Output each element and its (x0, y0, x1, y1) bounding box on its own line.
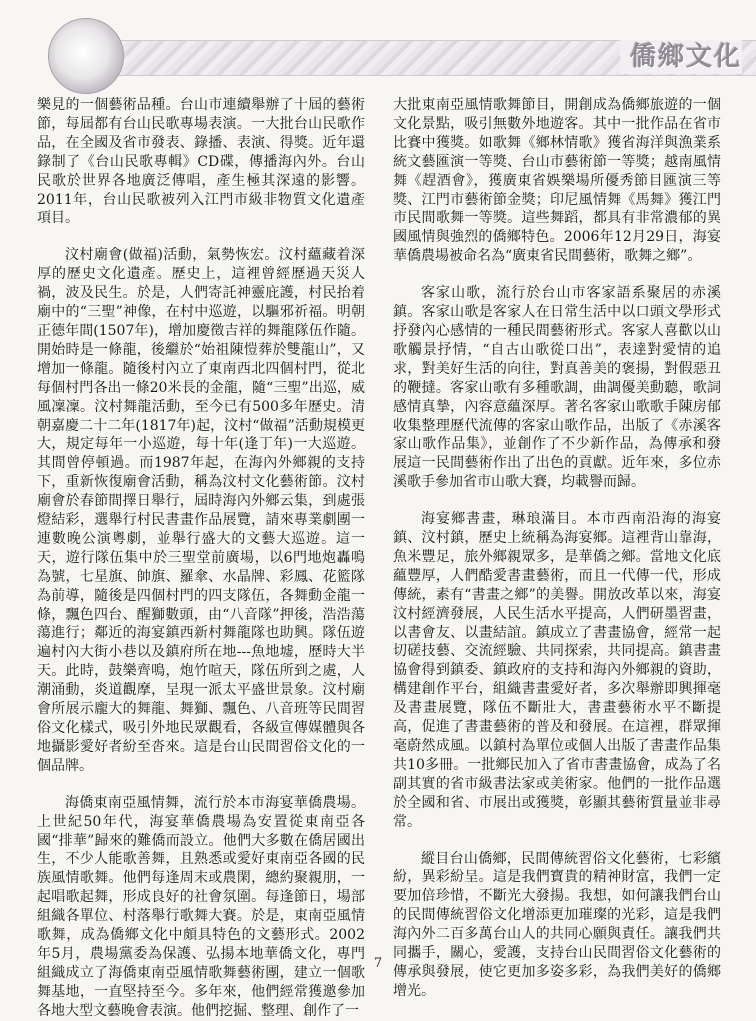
paragraph-folk-song-continued: 樂見的一個藝術品種。台山市連續舉辦了十屆的藝術節，每屆都有台山民歌專場表演。一大批台山民歌作品，在全國及省市發表、錄播、表演、得獎。近年還錄制了《台山民歌專輯》CD碟，傳播海內外。台山民歌於世界各地廣泛傳唱，產生極其深遠的影響。2011年，台山民歌被列入江門市級非物質文化遺產項目。 (37, 97, 365, 227)
left-column (37, 96, 365, 1021)
right-column (393, 96, 721, 1001)
paragraph-hakka-folk-song: 客家山歌，流行於台山市客家語系聚居的赤溪鎮。客家山歌是客家人在日常生活中以口頭文學形式抒發內心感情的一種民間藝術形式。客家人喜歡以山歌觸景抒情，“自古山歌從口出”，表達對愛情的追求，對美好生活的向往，對真善美的褒揚，對假惡丑的鞭撻。客家山歌有多種歌調，曲調優美動聽，歌詞感情真摯，內容意蘊深厚。著名客家山歌歌手陳房郁收集整理歷代流傳的客家山歌作品，出版了《赤溪客家山歌作品集》，並創作了不少新作品，為傳承和發展這一民間藝術作出了出色的貢獻。近年來，多位赤溪歌手參加省市山歌大賽，均載譽而歸。 (393, 285, 721, 491)
page-number: 7 (373, 956, 383, 971)
paragraph-wencun-temple-fair: 汶村廟會(做福)活動，氣勢恢宏。汶村蘊藏着深厚的歷史文化遺產。歷史上，這裡曾經歷過天災人禍，波及民生。於是，人們寄託神靈庇護，村民抬着廟中的“三聖”神像，在村中巡遊，以驅邪祈福。明朝正德年間(1507年)，增加慶徵吉祥的舞龍隊伍作隨。開始時是一條龍，後繼於“始祖陳愷葬於雙龍山”，又增加一條龍。隨後村內立了東南西北四個村門，從北每個村門各出一條20米長的金龍，隨“三聖”出巡，威風凜凜。汶村舞龍活動，至今已有500多年歷史。清朝嘉慶二十二年(1817年)起，汶村“做福”活動規模更大，規定每年一小巡遊，每十年(逢丁年)一大巡遊。其間曾停頓過。而1987年起，在海內外鄉親的支持下，重新恢復廟會活動，稱為汶村文化藝術節。汶村廟會於春節間擇日舉行，屆時海內外鄉云集，到處張燈結彩，選舉行村民書畫作品展覽，請來專業劇團一連數晚公演粵劇，並舉行盛大的文藝大巡遊。這一天，遊行隊伍集中於三聖堂前廣場，以6門地炮轟鳴為號，七星旗、帥旗、羅傘、水晶牌、彩鳳、花籃隊為前導，隨後是四個村門的四支隊伍，各舞動金龍一條，飄色四台、醒獅數頭，由“八音隊”押後，浩浩蕩蕩進行；鄰近的海宴鎮西新村舞龍隊也助興。隊伍遊遍村內大街小巷以及鎮府所在地---魚地墟，歷時大半天。此時，鼓樂齊鳴，炮竹喧天，隊伍所到之處，人潮涌動，炎道觀摩，呈現一派太平盛世景象。汶村廟會所展示龐大的舞龍、舞獅、飄色、八音班等民間習俗文化樣式，吸引外地民眾觀看，各級宣傳媒體與各地攝影愛好者紛至沓來。這是台山民間習俗文化的一個品牌。 (37, 247, 365, 774)
paragraph-haiyan-calligraphy: 海宴鄉書畫，琳琅滿目。本市西南沿海的海宴鎮、汶村鎮，歷史上統稱為海宴鄉。這裡背山靠海，魚米豐足，旅外鄉親眾多，是華僑之鄉。當地文化底蘊豐厚，人們酷愛書畫藝術，而且一代傳一代，形成傳統，素有“書畫之鄉”的美譽。開放改革以來，海宴汶村經濟發展，人民生活水平提高，人們研墨習畫，以書會友、以畫結誼。鎮成立了書畫協會，經常一起切磋技藝、交流經驗、共同探索，共同提高。鎮書畫協會得到鎮委、鎮政府的支持和海內外鄉親的資助，構建創作平台，組織書畫愛好者，多次舉辦即興揮毫及書畫展覽，隊伍不斷壯大，書畫藝術水平不斷提高，促進了書畫藝術的普及和發展。在這裡，群眾揮毫蔚然成風。以鎮村為單位或個人出版了書畫作品集共10多冊。一批鄉民加入了省市書畫協會，成為了名副其實的省市級書法家或美術家。他們的一批作品選於全國和省、市展出或獲獎，彰顯其藝術質量並非尋常。 (393, 511, 721, 830)
section-title: 僑鄉文化 (620, 40, 742, 74)
paragraph-conclusion: 縱目台山僑鄉，民間傳統習俗文化藝術，七彩繽紛，異彩紛呈。這是我們寶貴的精神財富，我們一定要加倍珍惜，不斷光大發揚。我想，如何讓我們台山的民間傳統習俗文化增添更加璀璨的光彩，這是我們海內外二百多萬台山人的共同心願與責任。讓我們共同攜手，關心，愛護，支持台山民間習俗文化藝術的傳承與發展，使它更加多姿多彩，為我們美好的僑鄉增光。 (393, 850, 721, 999)
header-emblem-icon (48, 18, 124, 94)
paragraph-southeast-asian-dance: 海僑東南亞風情舞，流行於本市海宴華僑農場。上世紀50年代，海宴華僑農場為安置從東南亞各國“排華”歸來的難僑而設立。他們大多數在僑居國出生，不少人能歌善舞，且熟悉或愛好東南亞各國的民族風情歌舞。他們每逢周末或農閑，總約聚親朋，一起唱歌起舞，形成良好的社會氛圍。每逢節日，場部組織各單位、村落舉行歌舞大賽。於是，東南亞風情歌舞，成為僑鄉文化中頗具特色的文藝形式。2002年5月，農場黨委為保護、弘揚本地華僑文化，專門組織成立了海僑東南亞風情歌舞藝術團，建立一個歌舞基地，一直堅持至今。多年來，他們經常獲邀參加各地大型文藝晚會表演。他們挖掘、整理、創作了一 (37, 794, 365, 1019)
page-header (0, 0, 756, 92)
paragraph-dance-continued: 大批東南亞風情歌舞節目，開創成為僑鄉旅遊的一個文化景點，吸引無數外地遊客。其中一批作品在省市比賽中獲獎。如歌舞《鄉林情歌》獲省海洋與漁業系統文藝匯演一等獎、台山市藝術節一等獎；越南風情舞《趕酒會》，獲廣東省娛樂場所優秀節目匯演三等獎、江門市藝術節金獎；印尼風情舞《馬舞》獲江門市民間歌舞一等獎。這些舞蹈，都具有非常濃郁的異國風情與強烈的僑鄉特色。2006年12月29日，海宴華僑農場被命名為“廣東省民間藝術，歌舞之鄉”。 (393, 97, 721, 265)
